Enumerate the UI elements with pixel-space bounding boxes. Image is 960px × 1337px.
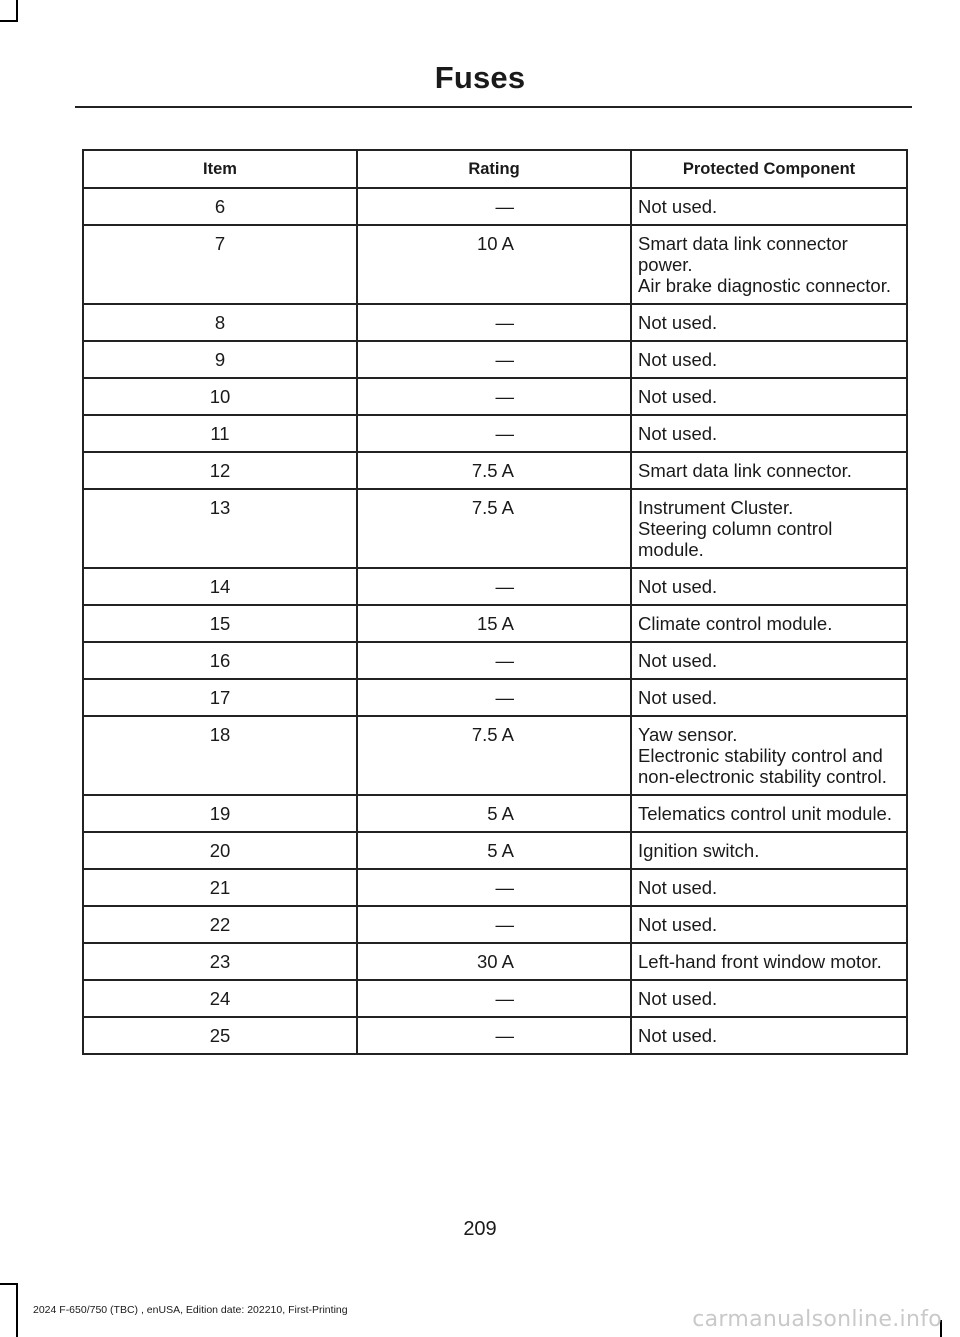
fuse-rating: — — [357, 341, 631, 378]
title-underline — [75, 106, 912, 108]
fuse-rating: — — [357, 188, 631, 225]
protected-component-line: Not used. — [638, 687, 718, 708]
crop-mark-top-left-v — [16, 0, 18, 22]
protected-component-line: Ignition switch. — [638, 840, 760, 861]
fuse-rating: — — [357, 568, 631, 605]
protected-component — [631, 304, 907, 341]
table-row — [83, 188, 907, 225]
protected-component — [631, 832, 907, 869]
protected-component — [631, 943, 907, 980]
protected-component — [631, 605, 907, 642]
crop-mark-bottom-left-v — [16, 1283, 18, 1337]
protected-component-line: Instrument Cluster. — [638, 497, 794, 518]
table-row — [83, 980, 907, 1017]
table-row — [83, 225, 907, 304]
fuse-item-number: 22 — [83, 906, 357, 943]
fuse-item-number: 20 — [83, 832, 357, 869]
table-row — [83, 568, 907, 605]
table-row — [83, 679, 907, 716]
fuse-table-body — [83, 188, 907, 1054]
fuse-item-number: 6 — [83, 188, 357, 225]
page-title: Fuses — [434, 60, 526, 95]
fuse-rating: 5 A — [357, 832, 631, 869]
table-row — [83, 642, 907, 679]
fuse-rating: — — [357, 1017, 631, 1054]
fuse-item-number: 12 — [83, 452, 357, 489]
table-row — [83, 869, 907, 906]
header-item: Item — [83, 150, 357, 188]
fuse-rating: — — [357, 679, 631, 716]
protected-component — [631, 869, 907, 906]
table-row — [83, 795, 907, 832]
protected-component-line: Not used. — [638, 877, 718, 898]
watermark: carmanualsonline.info — [692, 1307, 942, 1332]
protected-component — [631, 795, 907, 832]
protected-component-line: Not used. — [638, 650, 718, 671]
table-row — [83, 832, 907, 869]
table-row — [83, 452, 907, 489]
fuse-item-number: 21 — [83, 869, 357, 906]
table-row — [83, 341, 907, 378]
protected-component — [631, 568, 907, 605]
fuse-rating: — — [357, 304, 631, 341]
fuse-rating: 7.5 A — [357, 716, 631, 795]
protected-component-line: Not used. — [638, 1025, 718, 1046]
protected-component — [631, 489, 907, 568]
protected-component — [631, 378, 907, 415]
table-row — [83, 415, 907, 452]
protected-component-line: Not used. — [638, 196, 718, 217]
protected-component — [631, 188, 907, 225]
fuse-item-number: 19 — [83, 795, 357, 832]
protected-component-line: Not used. — [638, 914, 718, 935]
fuse-rating: 7.5 A — [357, 452, 631, 489]
fuse-item-number: 8 — [83, 304, 357, 341]
protected-component-line: Not used. — [638, 386, 718, 407]
fuse-rating: — — [357, 642, 631, 679]
protected-component — [631, 642, 907, 679]
protected-component-line: Smart data link connector power. — [638, 233, 848, 275]
table-row — [83, 1017, 907, 1054]
fuse-item-number: 14 — [83, 568, 357, 605]
crop-mark-top-left-h — [0, 20, 18, 22]
protected-component-line: Yaw sensor. — [638, 724, 738, 745]
fuse-rating: 15 A — [357, 605, 631, 642]
fuse-rating: 7.5 A — [357, 489, 631, 568]
protected-component-line: Not used. — [638, 988, 718, 1009]
protected-component — [631, 906, 907, 943]
table-row — [83, 716, 907, 795]
protected-component — [631, 1017, 907, 1054]
fuse-item-number: 11 — [83, 415, 357, 452]
crop-mark-bottom-left-h — [0, 1283, 18, 1285]
table-header-row — [83, 150, 907, 188]
page-number: 209 — [463, 1218, 497, 1240]
protected-component-line: Not used. — [638, 349, 718, 370]
table-row — [83, 906, 907, 943]
protected-component-line: Telematics control unit module. — [638, 803, 892, 824]
fuse-rating: 10 A — [357, 225, 631, 304]
protected-component — [631, 415, 907, 452]
fuse-item-number: 16 — [83, 642, 357, 679]
fuse-item-number: 18 — [83, 716, 357, 795]
protected-component — [631, 225, 907, 304]
protected-component — [631, 452, 907, 489]
protected-component — [631, 679, 907, 716]
table-row — [83, 304, 907, 341]
fuse-item-number: 25 — [83, 1017, 357, 1054]
protected-component-line: Not used. — [638, 312, 718, 333]
table-row — [83, 489, 907, 568]
fuse-item-number: 23 — [83, 943, 357, 980]
protected-component-line: Air brake diagnostic connector. — [638, 275, 891, 296]
fuse-item-number: 9 — [83, 341, 357, 378]
table-row — [83, 605, 907, 642]
fuse-rating: — — [357, 906, 631, 943]
header-rating: Rating — [357, 150, 631, 188]
protected-component — [631, 716, 907, 795]
table-row — [83, 378, 907, 415]
footer-edition-info: 2024 F-650/750 (TBC) , enUSA, Edition date: 202210, First-Printing — [33, 1304, 348, 1316]
fuse-item-number: 10 — [83, 378, 357, 415]
protected-component-line: Electronic stability control and non-electronic stability control. — [638, 745, 887, 787]
protected-component-line: Not used. — [638, 423, 718, 444]
protected-component-line: Smart data link connector. — [638, 460, 852, 481]
protected-component-line: Climate control module. — [638, 613, 833, 634]
header-protected-component: Protected Component — [631, 150, 907, 188]
fuse-item-number: 13 — [83, 489, 357, 568]
fuse-rating: — — [357, 415, 631, 452]
fuse-rating: — — [357, 980, 631, 1017]
protected-component-line: Not used. — [638, 576, 718, 597]
fuse-rating: 5 A — [357, 795, 631, 832]
fuse-item-number: 24 — [83, 980, 357, 1017]
protected-component-line: Steering column control module. — [638, 518, 833, 560]
fuse-item-number: 17 — [83, 679, 357, 716]
table-row — [83, 943, 907, 980]
fuse-table — [82, 149, 908, 1055]
fuse-rating: — — [357, 869, 631, 906]
protected-component-line: Left-hand front window motor. — [638, 951, 882, 972]
fuse-rating: — — [357, 378, 631, 415]
fuse-item-number: 7 — [83, 225, 357, 304]
fuse-rating: 30 A — [357, 943, 631, 980]
protected-component — [631, 341, 907, 378]
fuse-item-number: 15 — [83, 605, 357, 642]
protected-component — [631, 980, 907, 1017]
